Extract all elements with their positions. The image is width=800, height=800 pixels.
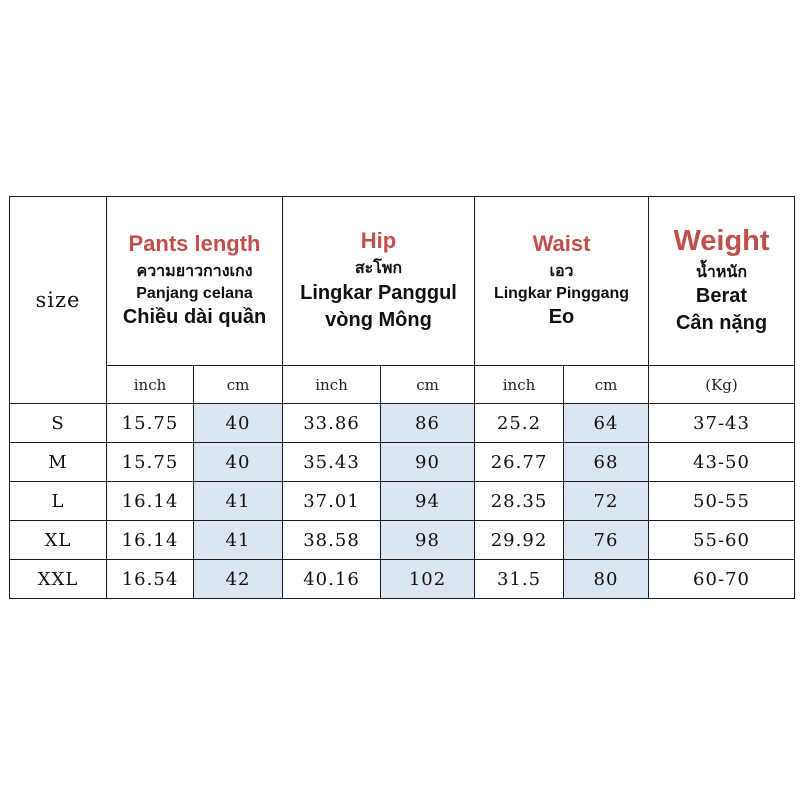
hip-inch-cell: 37.01 bbox=[283, 482, 381, 521]
table-row bbox=[10, 482, 795, 521]
unit-row bbox=[10, 366, 795, 404]
waist-cm-cell: 72 bbox=[564, 482, 649, 521]
pants-cm-cell: 42 bbox=[194, 560, 283, 599]
hip-header bbox=[283, 197, 475, 366]
waist-inch-cell: 26.77 bbox=[475, 443, 564, 482]
pants-cm-cell: 41 bbox=[194, 482, 283, 521]
hip-inch-cell: 33.86 bbox=[283, 404, 381, 443]
waist-cm-cell: 76 bbox=[564, 521, 649, 560]
waist-vietnamese: Eo bbox=[548, 306, 575, 329]
waist-thai: เอว bbox=[549, 262, 574, 280]
hip-inch-cell: 35.43 bbox=[283, 443, 381, 482]
hip-title: Hip bbox=[360, 228, 397, 254]
table-row bbox=[10, 404, 795, 443]
weight-cell: 43-50 bbox=[649, 443, 795, 482]
unit-weight-kg: (Kg) bbox=[649, 366, 795, 404]
weight-cell: 50-55 bbox=[649, 482, 795, 521]
weight-cell: 55-60 bbox=[649, 521, 795, 560]
waist-inch-cell: 25.2 bbox=[475, 404, 564, 443]
table-row bbox=[10, 443, 795, 482]
size-header-cell bbox=[10, 197, 107, 404]
size-chart-table bbox=[9, 196, 795, 599]
weight-header bbox=[649, 197, 795, 366]
waist-cm-cell: 68 bbox=[564, 443, 649, 482]
pants-cm-cell: 40 bbox=[194, 443, 283, 482]
waist-malay: Lingkar Pinggang bbox=[493, 284, 630, 302]
hip-vietnamese: vòng Mông bbox=[325, 308, 432, 331]
waist-cm-cell: 64 bbox=[564, 404, 649, 443]
hip-cm-cell: 98 bbox=[381, 521, 475, 560]
header-row bbox=[10, 197, 795, 366]
hip-inch-cell: 38.58 bbox=[283, 521, 381, 560]
hip-inch-cell: 40.16 bbox=[283, 560, 381, 599]
size-cell: S bbox=[10, 404, 107, 443]
unit-pants-inch: inch bbox=[107, 366, 194, 404]
pants-length-vietnamese: Chiều dài quần bbox=[122, 306, 267, 329]
pants-length-header bbox=[107, 197, 283, 366]
size-cell: L bbox=[10, 482, 107, 521]
pants-inch-cell: 15.75 bbox=[107, 404, 194, 443]
pants-inch-cell: 16.54 bbox=[107, 560, 194, 599]
unit-waist-cm: cm bbox=[564, 366, 649, 404]
size-header-label: size bbox=[35, 288, 81, 312]
size-cell: M bbox=[10, 443, 107, 482]
hip-cm-cell: 94 bbox=[381, 482, 475, 521]
pants-inch-cell: 16.14 bbox=[107, 521, 194, 560]
pants-inch-cell: 15.75 bbox=[107, 443, 194, 482]
weight-title: Weight bbox=[673, 224, 770, 257]
unit-hip-inch: inch bbox=[283, 366, 381, 404]
pants-length-title: Pants length bbox=[128, 230, 261, 256]
waist-header bbox=[475, 197, 649, 366]
weight-cell: 60-70 bbox=[649, 560, 795, 599]
unit-waist-inch: inch bbox=[475, 366, 564, 404]
waist-inch-cell: 28.35 bbox=[475, 482, 564, 521]
hip-cm-cell: 90 bbox=[381, 443, 475, 482]
pants-length-thai: ความยาวกางเกง bbox=[136, 262, 253, 280]
hip-cm-cell: 86 bbox=[381, 404, 475, 443]
hip-thai: สะโพก bbox=[354, 260, 403, 278]
waist-inch-cell: 31.5 bbox=[475, 560, 564, 599]
weight-cell: 37-43 bbox=[649, 404, 795, 443]
pants-inch-cell: 16.14 bbox=[107, 482, 194, 521]
pants-cm-cell: 40 bbox=[194, 404, 283, 443]
hip-malay: Lingkar Panggul bbox=[300, 281, 457, 304]
hip-cm-cell: 102 bbox=[381, 560, 475, 599]
unit-hip-cm: cm bbox=[381, 366, 475, 404]
table-row bbox=[10, 560, 795, 599]
weight-vietnamese: Cân nặng bbox=[675, 312, 768, 335]
waist-title: Waist bbox=[532, 230, 591, 256]
weight-malay: Berat bbox=[695, 285, 748, 308]
waist-cm-cell: 80 bbox=[564, 560, 649, 599]
pants-length-malay: Panjang celana bbox=[136, 284, 253, 302]
size-cell: XXL bbox=[10, 560, 107, 599]
weight-thai: น้ำหนัก bbox=[695, 263, 748, 281]
table-row bbox=[10, 521, 795, 560]
pants-cm-cell: 41 bbox=[194, 521, 283, 560]
unit-pants-cm: cm bbox=[194, 366, 283, 404]
size-cell: XL bbox=[10, 521, 107, 560]
waist-inch-cell: 29.92 bbox=[475, 521, 564, 560]
